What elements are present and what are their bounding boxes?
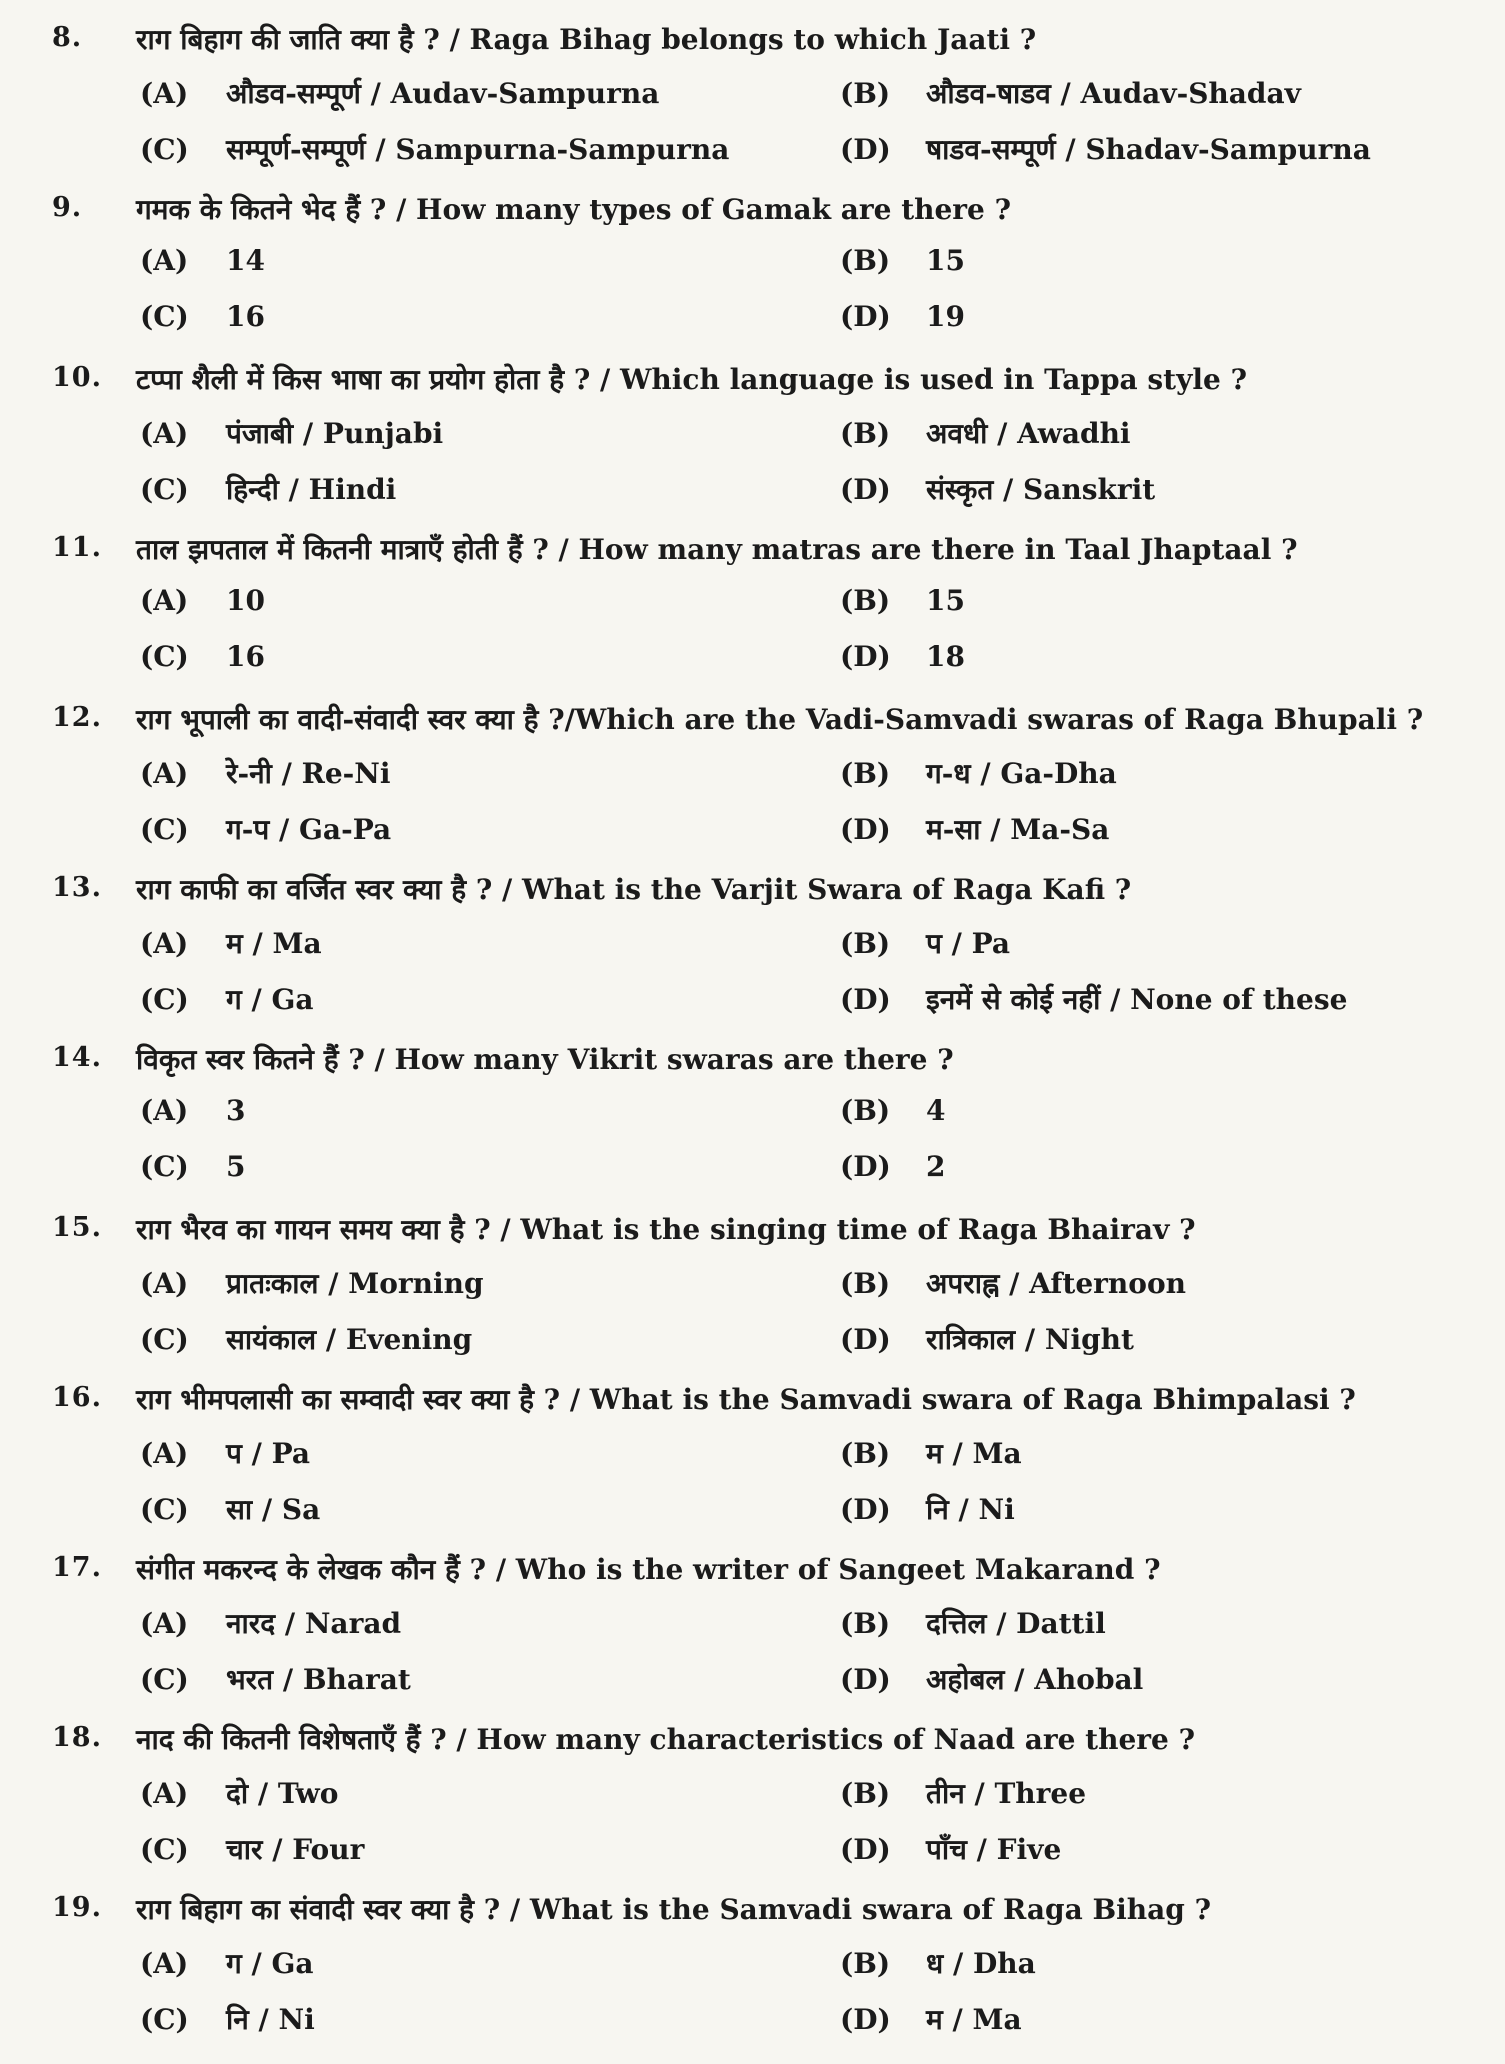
question-number: 11. [52, 532, 102, 563]
question-text: राग भैरव का गायन समय क्या है ? / What is the singing time of Raga Bhairav ? [136, 1213, 1196, 1246]
option-c [140, 470, 396, 508]
option-label: (C) [140, 813, 189, 846]
option-label: (C) [140, 1663, 189, 1696]
option-d [840, 1320, 1134, 1358]
question-block [0, 872, 1505, 1044]
option-text: ग-ध / Ga-Dha [926, 757, 1117, 790]
option-b [840, 754, 1117, 792]
option-text: 16 [226, 640, 265, 673]
option-a [140, 74, 659, 112]
option-text: नि / Ni [926, 1493, 1015, 1526]
question-number: 19. [52, 1892, 102, 1923]
question-text: टप्पा शैली में किस भाषा का प्रयोग होता है ? / Which language is used in Tappa style ? [136, 363, 1247, 396]
option-text: रात्रिकाल / Night [926, 1323, 1134, 1356]
question-block [0, 702, 1505, 874]
option-text: सा / Sa [226, 1493, 321, 1526]
option-text: सम्पूर्ण-सम्पूर्ण / Sampurna-Sampurna [226, 133, 730, 166]
option-text: रे-नी / Re-Ni [226, 757, 391, 790]
option-a [140, 1264, 484, 1302]
question-block [0, 1042, 1505, 1214]
option-label: (D) [840, 1323, 891, 1356]
option-text: ग / Ga [226, 983, 314, 1016]
question-text: राग काफी का वर्जित स्वर क्या है ? / What is the Varjit Swara of Raga Kafi ? [136, 873, 1132, 906]
question-block [0, 1722, 1505, 1894]
option-label: (A) [140, 1094, 189, 1127]
option-c [140, 810, 391, 848]
option-d [840, 640, 965, 673]
option-b [840, 414, 1131, 452]
option-text: औडव-षाडव / Audav-Shadav [926, 77, 1301, 110]
option-text: चार / Four [226, 1833, 365, 1866]
option-a [140, 1094, 245, 1127]
option-text: प / Pa [226, 1437, 311, 1470]
question-text: राग बिहाग की जाति क्या है ? / Raga Bihag belongs to which Jaati ? [136, 23, 1037, 56]
option-label: (B) [840, 1267, 891, 1300]
option-b [840, 924, 1010, 962]
option-text: संस्कृत / Sanskrit [926, 473, 1156, 506]
option-text: इनमें से कोई नहीं / None of these [926, 983, 1348, 1016]
option-text: 16 [226, 300, 265, 333]
option-label: (C) [140, 2003, 189, 2036]
option-text: 14 [226, 244, 265, 277]
question-block [0, 362, 1505, 534]
option-label: (D) [840, 300, 891, 333]
option-a [140, 1604, 401, 1642]
option-label: (D) [840, 1493, 891, 1526]
option-a [140, 414, 443, 452]
option-label: (C) [140, 1493, 189, 1526]
option-text: म / Ma [926, 1437, 1022, 1470]
option-d [840, 2000, 1022, 2038]
option-label: (D) [840, 473, 891, 506]
option-label: (B) [840, 1777, 891, 1810]
option-text: भरत / Bharat [226, 1663, 411, 1696]
option-label: (B) [840, 77, 891, 110]
option-a [140, 584, 265, 617]
option-label: (A) [140, 244, 189, 277]
question-number: 14. [52, 1042, 102, 1073]
option-text: दो / Two [226, 1777, 339, 1810]
option-label: (B) [840, 927, 891, 960]
option-d [840, 810, 1109, 848]
option-text: हिन्दी / Hindi [226, 473, 397, 506]
option-label: (A) [140, 1437, 189, 1470]
question-number: 9. [52, 192, 83, 223]
option-text: औडव-सम्पूर्ण / Audav-Sampurna [226, 77, 660, 110]
question-number: 18. [52, 1722, 102, 1753]
option-d [840, 1490, 1015, 1528]
option-c [140, 1490, 320, 1528]
option-b [840, 1944, 1036, 1982]
option-d [840, 1150, 945, 1183]
option-d [840, 1660, 1143, 1698]
option-label: (D) [840, 813, 891, 846]
question-text: ताल झपताल में कितनी मात्राएँ होती हैं ? / How many matras are there in Taal Jhaptaal ? [136, 533, 1298, 566]
question-text: राग भीमपलासी का सम्वादी स्वर क्या है ? / What is the Samvadi swara of Raga Bhimpalasi ? [136, 1383, 1356, 1416]
option-label: (A) [140, 1607, 189, 1640]
option-label: (B) [840, 1607, 891, 1640]
option-text: पाँच / Five [926, 1833, 1062, 1866]
option-text: षाडव-सम्पूर्ण / Shadav-Sampurna [926, 133, 1371, 166]
option-a [140, 1944, 314, 1982]
option-a [140, 754, 391, 792]
option-label: (A) [140, 1947, 189, 1980]
option-text: 4 [926, 1094, 946, 1127]
option-label: (A) [140, 757, 189, 790]
option-c [140, 640, 265, 673]
option-text: अवधी / Awadhi [926, 417, 1131, 450]
option-c [140, 980, 314, 1018]
option-c [140, 1320, 472, 1358]
option-text: 15 [926, 244, 965, 277]
question-number: 15. [52, 1212, 102, 1243]
option-b [840, 74, 1301, 112]
option-text: नारद / Narad [226, 1607, 402, 1640]
option-text: अपराह्न / Afternoon [926, 1267, 1186, 1300]
option-d [840, 300, 965, 333]
question-text: राग बिहाग का संवादी स्वर क्या है ? / What is the Samvadi swara of Raga Bihag ? [136, 1893, 1212, 1926]
option-b [840, 1434, 1022, 1472]
question-text: संगीत मकरन्द के लेखक कौन हैं ? / Who is the writer of Sangeet Makarand ? [136, 1553, 1161, 1586]
option-c [140, 300, 265, 333]
option-label: (B) [840, 1437, 891, 1470]
option-text: 15 [926, 584, 965, 617]
option-label: (D) [840, 2003, 891, 2036]
option-c [140, 1830, 364, 1868]
option-text: पंजाबी / Punjabi [226, 417, 444, 450]
option-text: 10 [226, 584, 265, 617]
option-b [840, 1094, 945, 1127]
option-label: (B) [840, 757, 891, 790]
option-label: (A) [140, 1267, 189, 1300]
option-label: (C) [140, 300, 189, 333]
option-b [840, 1264, 1186, 1302]
option-text: प / Pa [926, 927, 1011, 960]
option-c [140, 1660, 411, 1698]
option-label: (C) [140, 1323, 189, 1356]
option-b [840, 244, 965, 277]
option-text: 3 [226, 1094, 246, 1127]
option-c [140, 2000, 315, 2038]
option-label: (D) [840, 640, 891, 673]
question-block [0, 532, 1505, 704]
option-label: (D) [840, 1833, 891, 1866]
option-d [840, 980, 1347, 1018]
question-block [0, 1892, 1505, 2064]
option-label: (C) [140, 1150, 189, 1183]
question-text: गमक के कितने भेद हैं ? / How many types of Gamak are there ? [136, 193, 1012, 226]
option-label: (A) [140, 77, 189, 110]
question-block [0, 192, 1505, 364]
option-label: (C) [140, 473, 189, 506]
option-b [840, 1604, 1106, 1642]
option-text: तीन / Three [926, 1777, 1087, 1810]
option-label: (D) [840, 133, 891, 166]
question-text: विकृत स्वर कितने हैं ? / How many Vikrit swaras are there ? [136, 1043, 954, 1076]
option-d [840, 1830, 1061, 1868]
option-c [140, 130, 729, 168]
question-number: 17. [52, 1552, 102, 1583]
option-c [140, 1150, 245, 1183]
question-number: 16. [52, 1382, 102, 1413]
option-d [840, 130, 1371, 168]
option-label: (B) [840, 244, 891, 277]
option-text: दत्तिल / Dattil [926, 1607, 1106, 1640]
option-label: (D) [840, 1150, 891, 1183]
option-label: (A) [140, 1777, 189, 1810]
option-a [140, 244, 265, 277]
option-label: (B) [840, 1947, 891, 1980]
option-label: (C) [140, 983, 189, 1016]
option-d [840, 470, 1155, 508]
question-number: 10. [52, 362, 102, 393]
option-text: अहोबल / Ahobal [926, 1663, 1144, 1696]
option-label: (C) [140, 133, 189, 166]
option-label: (D) [840, 1663, 891, 1696]
option-a [140, 924, 322, 962]
option-label: (A) [140, 927, 189, 960]
question-block [0, 22, 1505, 194]
option-a [140, 1774, 338, 1812]
option-label: (D) [840, 983, 891, 1016]
question-text: राग भूपाली का वादी-संवादी स्वर क्या है ?/Which are the Vadi-Samvadi swaras of Raga Bhupali ? [136, 703, 1424, 736]
option-text: प्रातःकाल / Morning [226, 1267, 484, 1300]
option-text: ग / Ga [226, 1947, 314, 1980]
option-label: (B) [840, 584, 891, 617]
option-text: म / Ma [226, 927, 322, 960]
option-b [840, 1774, 1086, 1812]
question-number: 13. [52, 872, 102, 903]
option-text: म-सा / Ma-Sa [926, 813, 1110, 846]
option-text: 2 [926, 1150, 946, 1183]
option-text: 5 [226, 1150, 246, 1183]
option-label: (B) [840, 417, 891, 450]
option-label: (A) [140, 417, 189, 450]
question-block [0, 1212, 1505, 1384]
option-label: (C) [140, 640, 189, 673]
option-a [140, 1434, 310, 1472]
option-text: ध / Dha [926, 1947, 1036, 1980]
question-text: नाद की कितनी विशेषताएँ हैं ? / How many characteristics of Naad are there ? [136, 1723, 1196, 1756]
option-text: नि / Ni [226, 2003, 315, 2036]
option-label: (B) [840, 1094, 891, 1127]
option-label: (A) [140, 584, 189, 617]
option-label: (C) [140, 1833, 189, 1866]
option-b [840, 584, 965, 617]
question-block [0, 1382, 1505, 1554]
question-number: 12. [52, 702, 102, 733]
option-text: ग-प / Ga-Pa [226, 813, 392, 846]
option-text: 18 [926, 640, 965, 673]
question-block [0, 1552, 1505, 1724]
option-text: 19 [926, 300, 965, 333]
option-text: सायंकाल / Evening [226, 1323, 473, 1356]
option-text: म / Ma [926, 2003, 1022, 2036]
question-number: 8. [52, 22, 83, 53]
